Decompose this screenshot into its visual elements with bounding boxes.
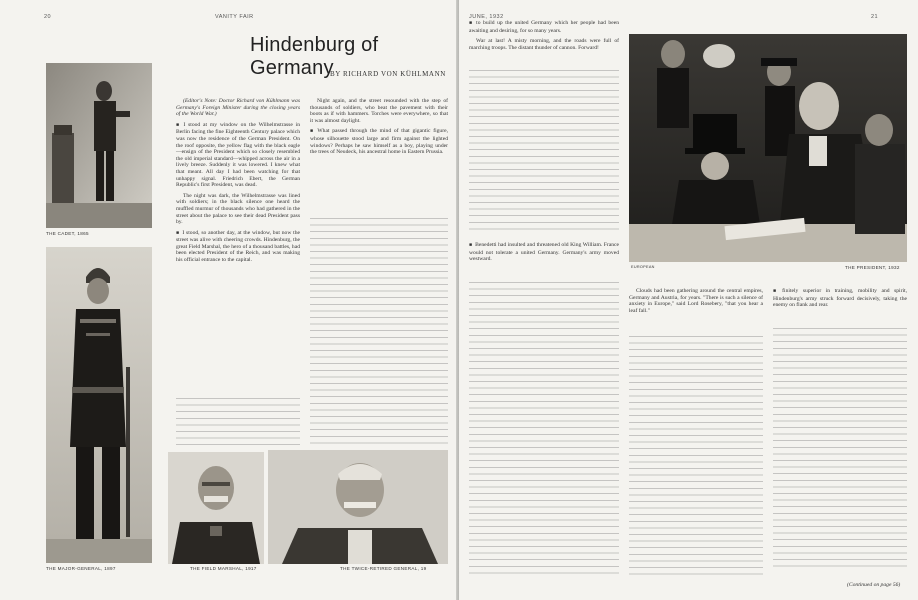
- photo-cadet: [46, 63, 152, 228]
- photo-major-general: [46, 247, 152, 563]
- paragraph-2: The night was dark, the Wilhelmstrasse was lined with soldiers; in the black silence one heard the muffled murmur of thousands who had gathered in the street about the palace to see their dead President pass by.: [176, 192, 300, 226]
- text-continuation-lines: [773, 328, 907, 570]
- text-continuation-lines: [469, 70, 619, 235]
- folio-date: JUNE, 1932: [469, 14, 504, 20]
- text-continuation-lines: [469, 282, 619, 575]
- paragraph-4: Night again, and the street resounded with the step of thousands of soldiers, who beat the pavement with their boots as if with hammers. Torches were everywhere, so that it was almost daylight.: [310, 98, 448, 124]
- photo-retired-general: [268, 450, 448, 564]
- paragraph-6: ■ to build up the united Germany which her people had been awaiting and desiring, for so many years.: [469, 20, 619, 34]
- left-page: [0, 0, 458, 600]
- article-title: Hindenburg of Germany: [250, 34, 379, 79]
- text-column-4: [629, 288, 763, 578]
- right-page: [459, 0, 918, 600]
- text-continuation-lines: [176, 398, 300, 446]
- text-column-5: [773, 288, 907, 570]
- editors-note: (Editor's Note: Doctor Richard von Kühlmann was Germany's Foreign Minister during the closing years of the World War.): [176, 98, 300, 118]
- caption-cadet: THE CADET, 1865: [46, 231, 89, 236]
- photo-field-marshal: [168, 452, 264, 564]
- folio-number-right: 21: [871, 14, 879, 20]
- caption-major-general: THE MAJOR-GENERAL, 1897: [46, 566, 116, 571]
- paragraph-10: ■ finitely superior in training, mobility and spirit, Hindenburg's army struck forward decisively, taking the enemy on flank and rear.: [773, 288, 907, 309]
- paragraph-3: ■ I stood, so another day, at the window, but now the street was alive with cheering crowds. Hindenburg, the great Field Marshal, the hero of a thousand battles, had been elected President of the Reich, and was making his official entrance to the capital.: [176, 230, 300, 264]
- text-column-2: [310, 98, 448, 446]
- paragraph-5: ■ What passed through the mind of that gigantic figure, whose silhouette stood large and firm against the lighted windows? Perhaps he saw himself as a boy, playing under the trees of Neudeck, his ancestral home in Eastern Prussia.: [310, 128, 448, 155]
- caption-field-marshal: THE FIELD MARSHAL, 1917: [190, 566, 257, 571]
- caption-president: THE PRESIDENT, 1932: [845, 265, 900, 270]
- text-continuation-lines: [629, 336, 763, 578]
- article-byline: BY RICHARD VON KÜHLMANN: [330, 70, 446, 78]
- continued-note: (Continued on page 56): [847, 582, 901, 588]
- folio-magazine-title: VANITY FAIR: [215, 14, 254, 20]
- text-continuation-lines: [310, 218, 448, 446]
- text-column-3: [469, 20, 619, 575]
- paragraph-7: War at last! A misty morning, and the roads were full of marching troops. The distant thunder of cannon. Forward!: [469, 38, 619, 51]
- photo-credit: EUROPEAN: [631, 265, 655, 269]
- text-column-1: [176, 98, 300, 446]
- paragraph-9: Clouds had been gathering around the central empires, Germany and Austria, for years. "There is such a silence of anxiety in Europe," said Lord Rosebery, "that you hear a leaf fall.": [629, 288, 763, 314]
- paragraph-1: ■ I stood at my window on the Wilhelmstrasse in Berlin facing the fine Eighteenth Century palace which was now the residence of the German President. On the roof opposite, the yellow flag with the black eagle—ensign of the President which so closely resembled the old imperial standard—whipped across the air in a lively breeze. Suddenly it was lowered. I knew what that meant. All day I had been watching for that unhappy signal. Friedrich Ebert, the German Republic's first President, was dead.: [176, 122, 300, 189]
- folio-number-left: 20: [44, 14, 52, 20]
- photo-president: [629, 34, 907, 262]
- paragraph-8: ■ Benedetti had insulted and threatened old King William. France would not tolerate a united Germany. Germany's army moved westward.: [469, 242, 619, 263]
- caption-retired-general: THE TWICE-RETIRED GENERAL, 19: [340, 566, 427, 571]
